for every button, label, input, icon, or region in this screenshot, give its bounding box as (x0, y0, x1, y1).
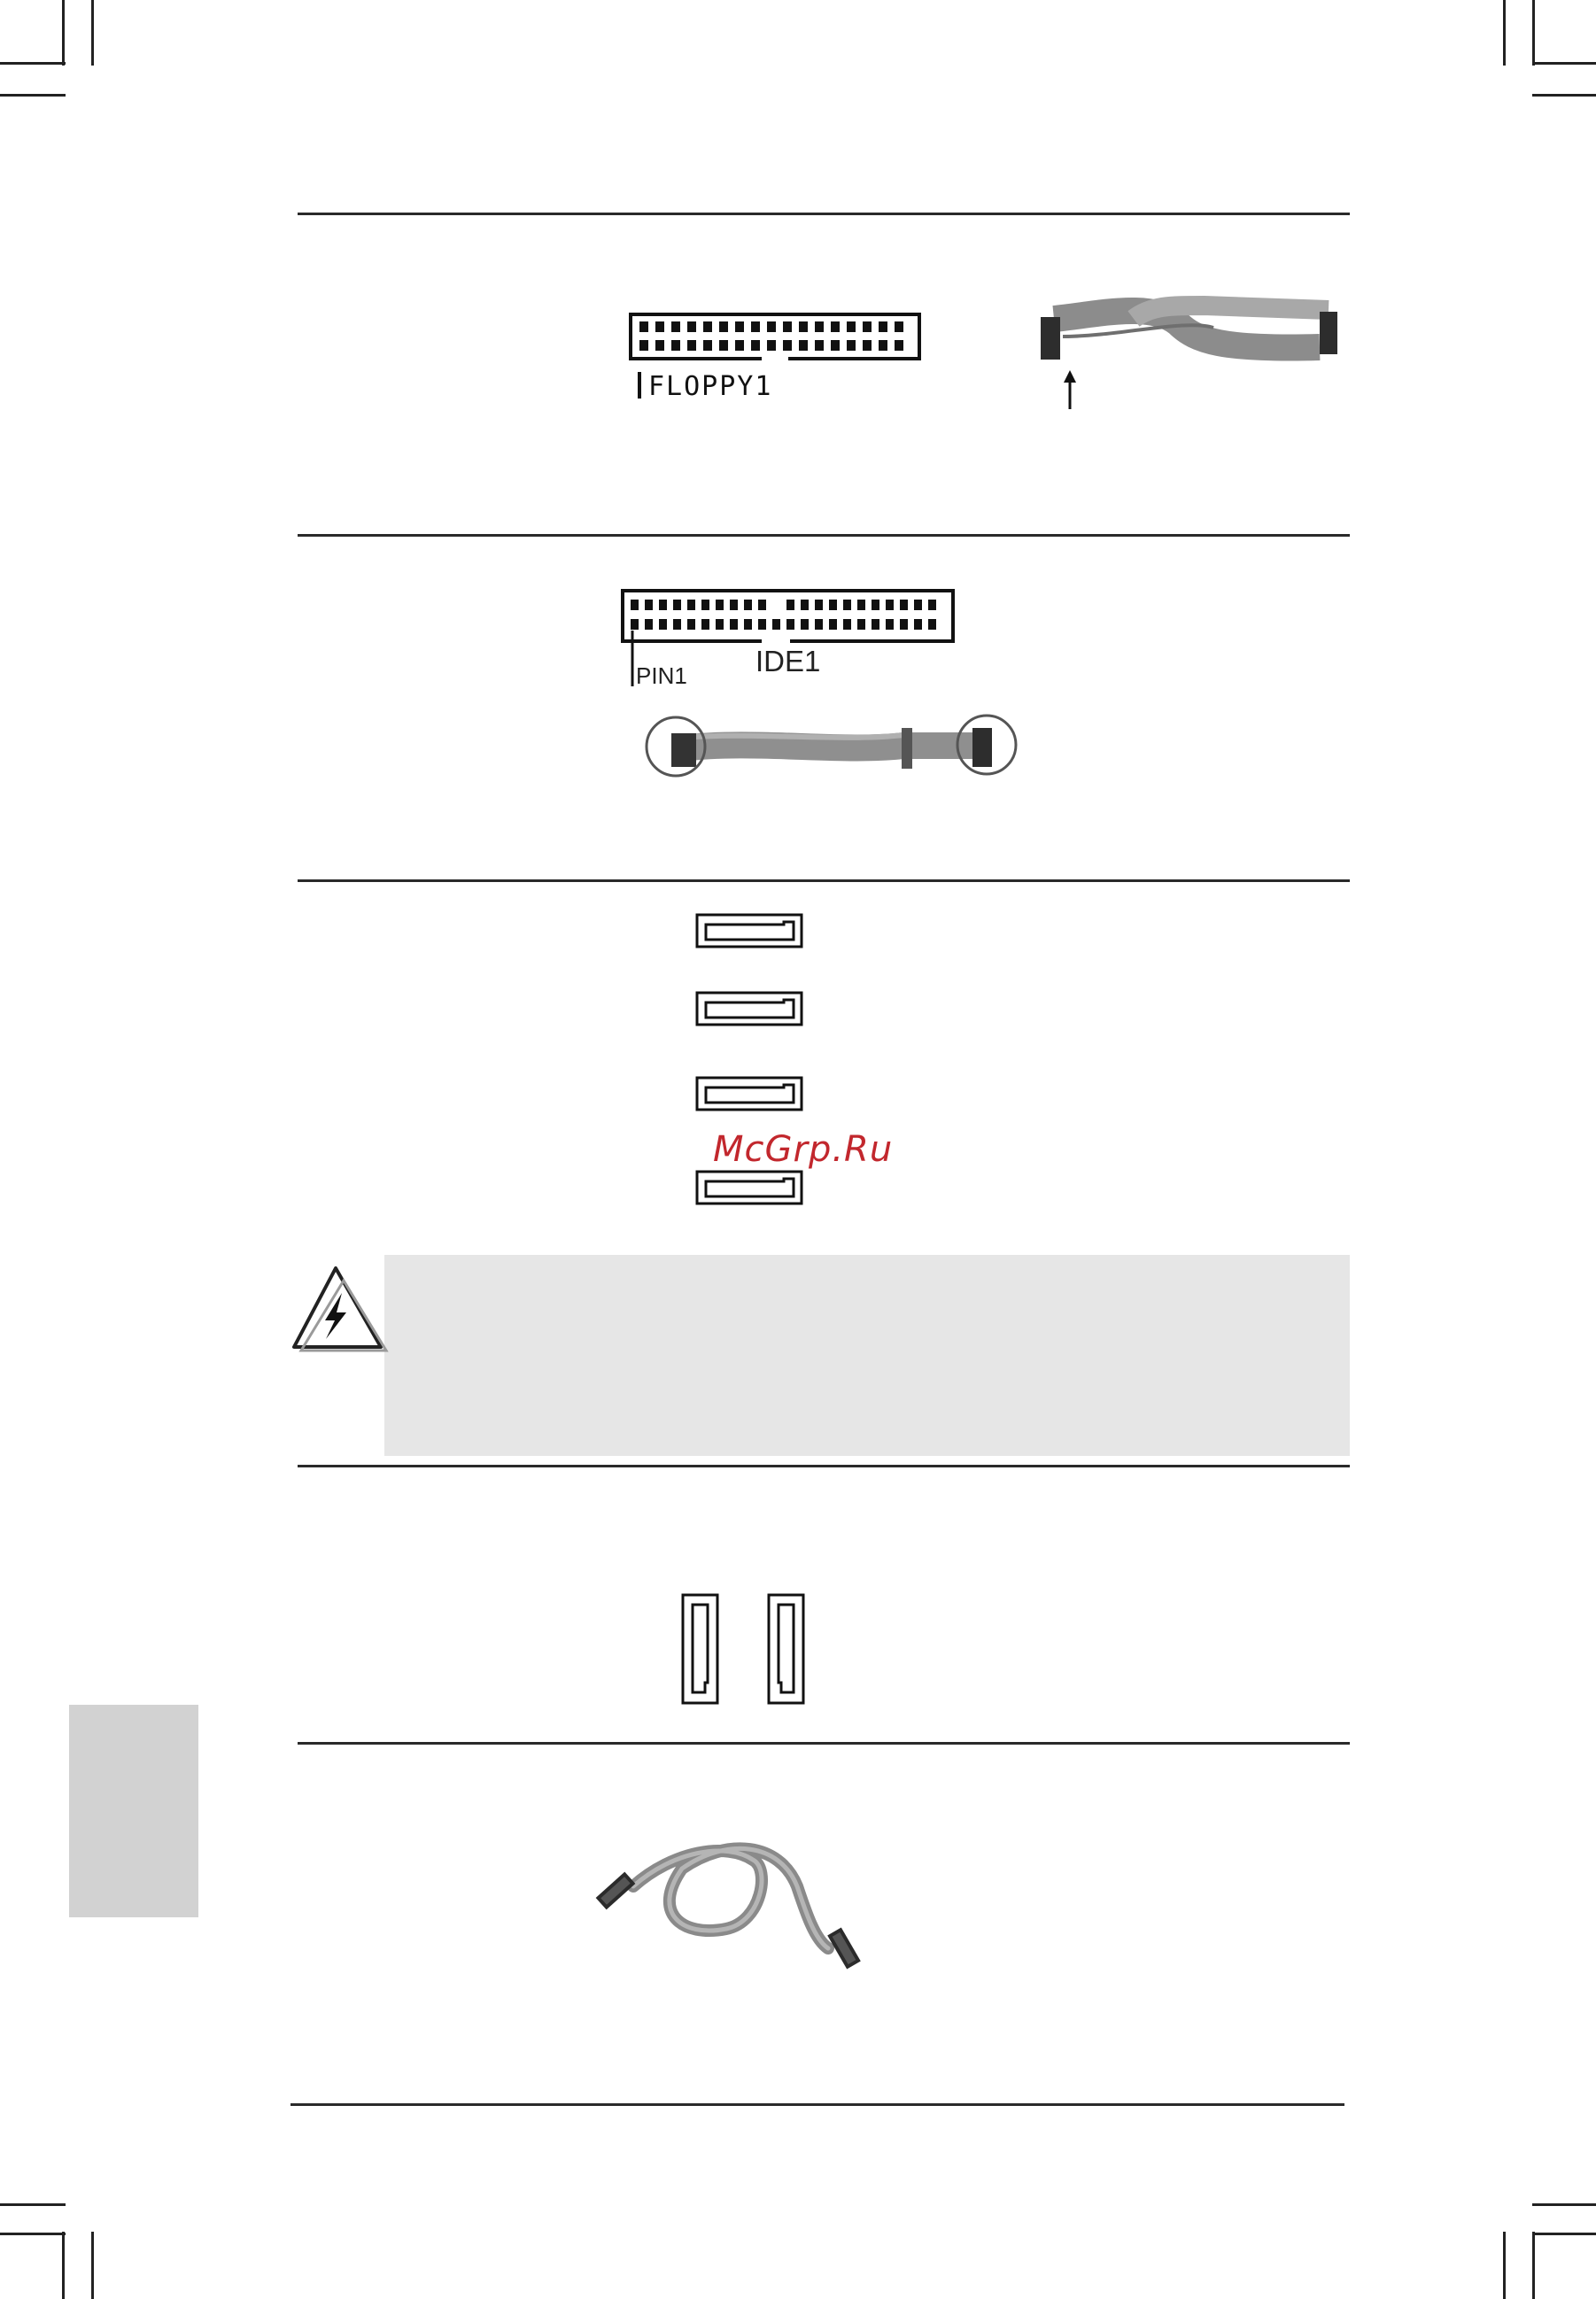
watermark-text: McGrp.Ru (713, 1129, 894, 1170)
floppy-header-label: FLOPPY1 (648, 371, 773, 402)
ide-pin1-label: PIN1 (636, 662, 687, 689)
ide-header-label: IDE1 (755, 645, 821, 677)
chapter-side-tab (69, 1705, 198, 1917)
